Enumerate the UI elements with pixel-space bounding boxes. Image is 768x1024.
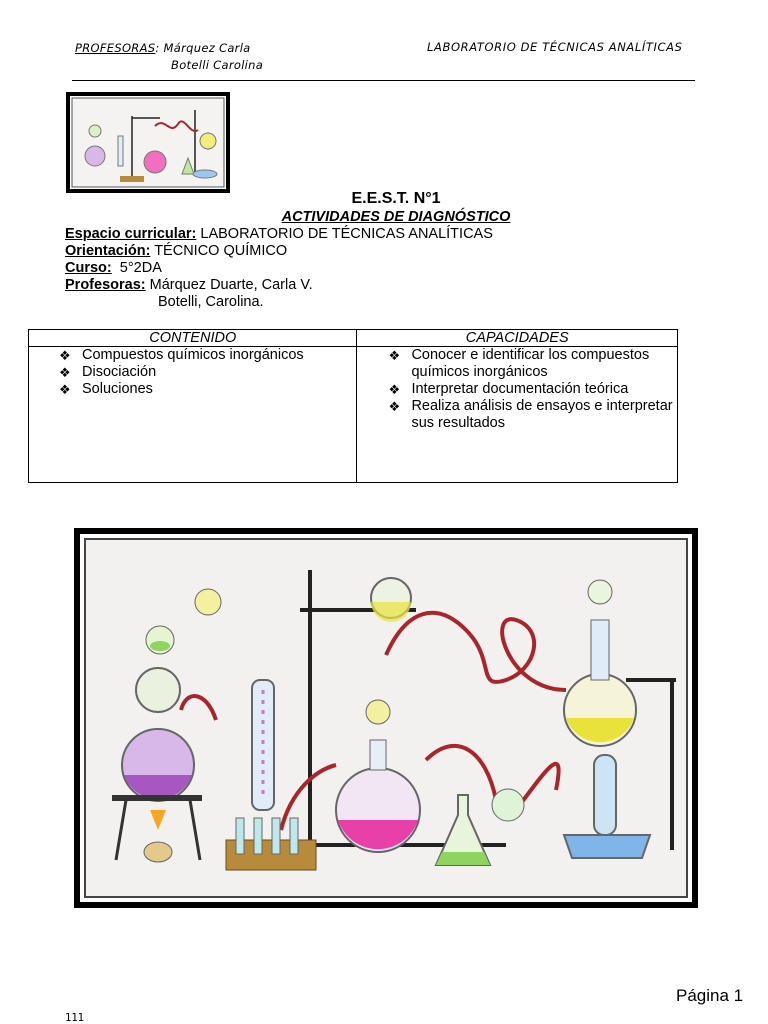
list-item: ❖ Soluciones bbox=[59, 381, 153, 397]
diamond-bullet-icon: ❖ bbox=[388, 399, 401, 414]
info-espacio bbox=[65, 226, 493, 243]
contenido-list bbox=[29, 347, 356, 398]
lab-illustration-large bbox=[74, 528, 698, 908]
info-curso bbox=[65, 260, 493, 277]
header-subject: LABORATORIO DE TÉCNICAS ANALÍTICAS bbox=[427, 40, 683, 54]
page-number: Página 1 bbox=[676, 986, 744, 1005]
contents-table bbox=[28, 329, 678, 483]
curso-label: Curso: bbox=[65, 260, 112, 276]
contenido-cell bbox=[29, 347, 357, 483]
profesoras-value-1: Márquez Duarte, Carla V. bbox=[149, 277, 313, 293]
capacidades-cell bbox=[357, 347, 678, 483]
list-item: ❖ Interpretar documentación teórica bbox=[388, 381, 629, 397]
header-sep: : bbox=[155, 41, 160, 55]
document-title: E.E.S.T. N°1 bbox=[351, 190, 441, 207]
orientacion-value: TÉCNICO QUÍMICO bbox=[154, 243, 288, 259]
footer-code: 111 bbox=[65, 1012, 84, 1024]
profesoras-label: Profesoras: bbox=[65, 277, 146, 293]
diamond-bullet-icon: ❖ bbox=[388, 382, 401, 397]
document-subtitle: ACTIVIDADES DE DIAGNÓSTICO bbox=[281, 209, 511, 225]
curso-value: 5°2DA bbox=[119, 260, 162, 276]
capacidades-list bbox=[357, 347, 677, 432]
espacio-label: Espacio curricular: bbox=[65, 226, 197, 242]
diamond-bullet-icon: ❖ bbox=[59, 348, 71, 363]
header-teacher-2: Botelli Carolina bbox=[171, 58, 264, 72]
list-item: ❖ Realiza análisis de ensayos e interpretar sus resultados bbox=[388, 398, 673, 431]
profesoras-value-2: Botelli, Carolina. bbox=[158, 294, 264, 310]
espacio-value: LABORATORIO DE TÉCNICAS ANALÍTICAS bbox=[200, 226, 493, 242]
lab-illustration-small bbox=[66, 92, 230, 193]
orientacion-label: Orientación: bbox=[65, 243, 151, 259]
list-item: ❖ Conocer e identificar los compuestos químicos inorgánicos bbox=[388, 347, 650, 380]
table-header-capacidades: CAPACIDADES bbox=[357, 330, 678, 347]
header-teachers bbox=[75, 40, 263, 74]
diamond-bullet-icon: ❖ bbox=[59, 382, 71, 397]
table-header-contenido: CONTENIDO bbox=[29, 330, 357, 347]
info-orientacion bbox=[65, 243, 493, 260]
document-info bbox=[65, 226, 493, 311]
diamond-bullet-icon: ❖ bbox=[59, 365, 71, 380]
header-teacher-1: Márquez Carla bbox=[163, 41, 251, 55]
diamond-bullet-icon: ❖ bbox=[388, 348, 401, 363]
header-profesoras-label: PROFESORAS bbox=[75, 41, 156, 55]
header-divider bbox=[72, 80, 695, 81]
list-item: ❖ Compuestos químicos inorgánicos bbox=[59, 347, 304, 363]
info-profesoras bbox=[65, 277, 493, 294]
list-item: ❖ Disociación bbox=[59, 364, 157, 380]
